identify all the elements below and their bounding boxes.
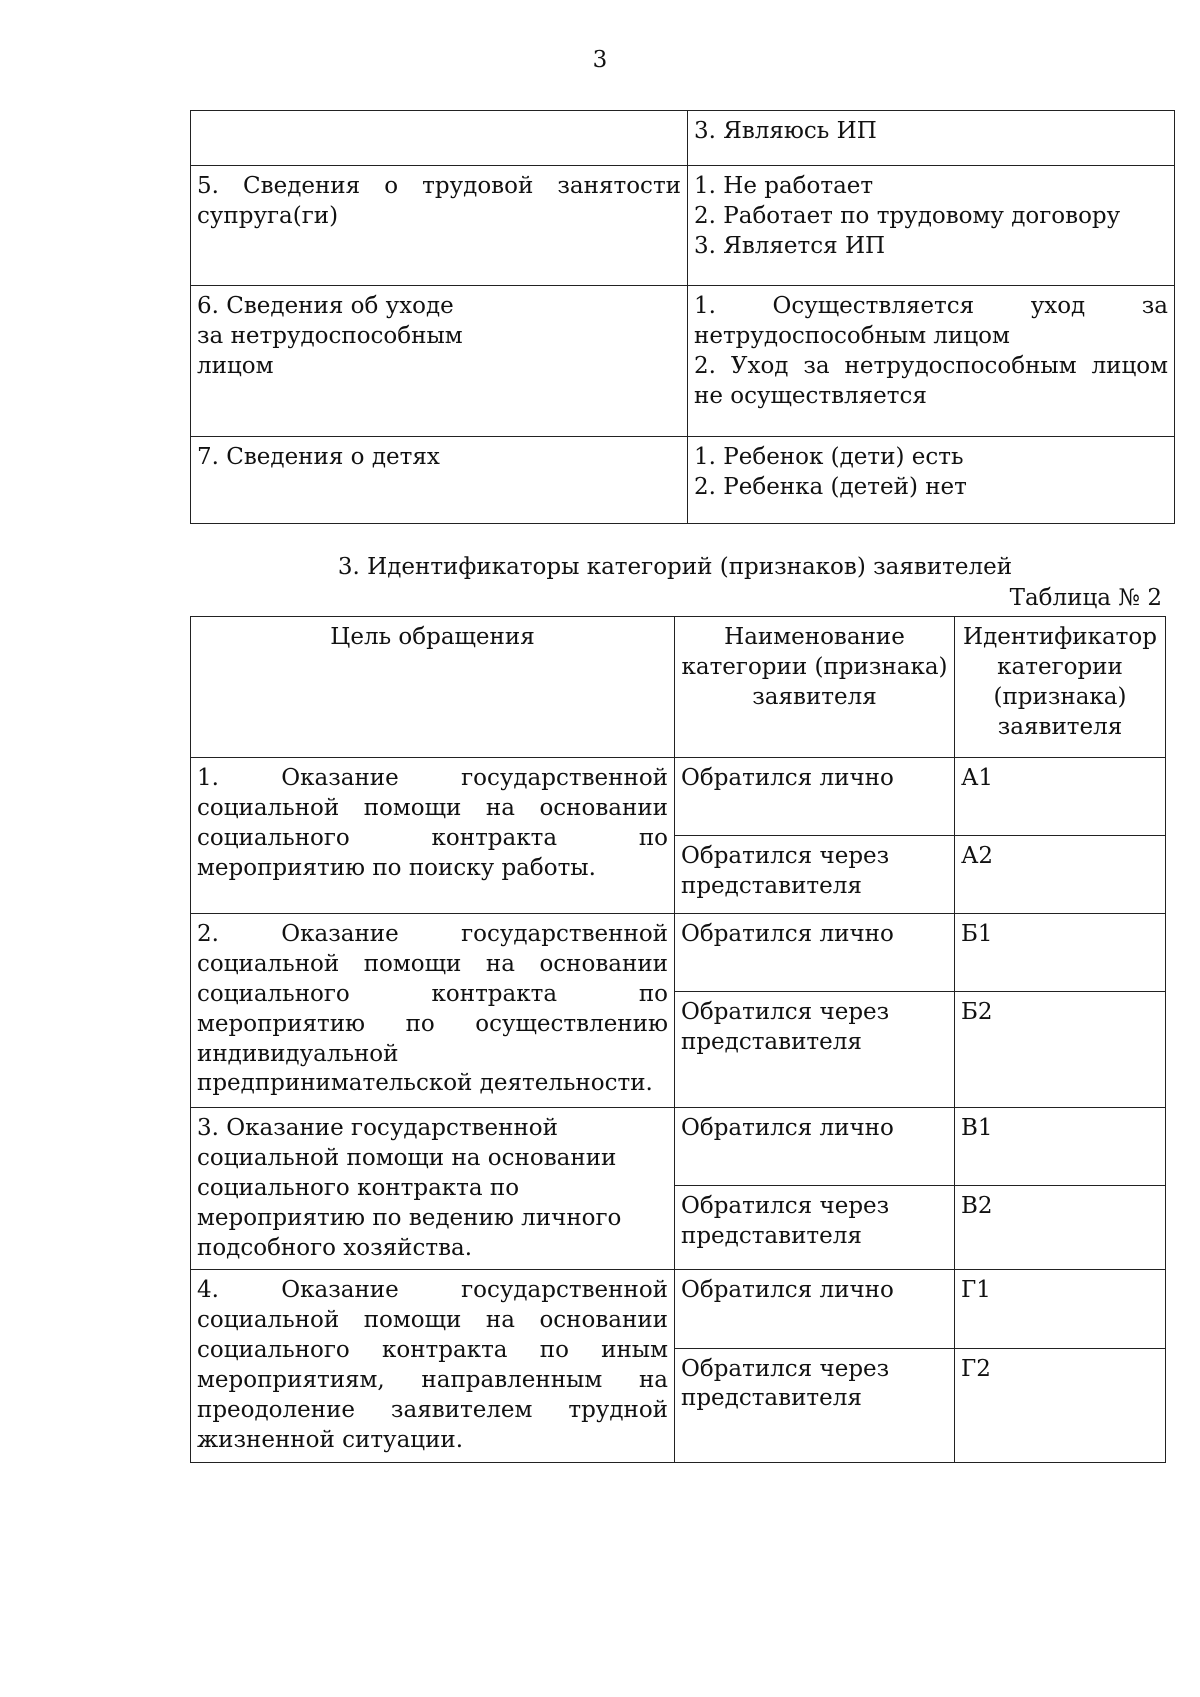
identifier-cell: В1 <box>955 1108 1166 1186</box>
header-identifier: Идентификатор категории (признака) заявителя <box>955 617 1166 758</box>
table-row <box>191 286 1175 437</box>
category-cell: Обратился лично <box>675 1270 955 1348</box>
table-row <box>191 111 1175 166</box>
goal-cell: 4. Оказание государственной социальной помощи на основании социального контракта по иным мероприятиям, направленным на преодоление заявителем трудной жизненной ситуации. <box>191 1270 675 1462</box>
category-cell: Обратился через представителя <box>675 1186 955 1270</box>
category-cell: Обратился через представителя <box>675 1348 955 1462</box>
option-line: 1. Осуществляется уход за нетрудоспособным лицом <box>694 293 1168 349</box>
identifier-cell: А1 <box>955 758 1166 836</box>
category-cell: Обратился лично <box>675 914 955 992</box>
category-cell: Обратился через представителя <box>675 836 955 914</box>
option-line: 3. Является ИП <box>694 232 886 259</box>
category-identifiers-table <box>190 616 1166 1463</box>
page-number: 3 <box>592 47 608 73</box>
option-line: 1. Ребенок (дети) есть <box>694 444 964 470</box>
table-row <box>191 914 1166 992</box>
section-title: 3. Идентификаторы категорий (признаков) заявителей <box>337 554 1013 580</box>
table-cell-options <box>688 286 1175 437</box>
identifier-cell: Б1 <box>955 914 1166 992</box>
identifier-cell: А2 <box>955 836 1166 914</box>
goal-cell: 3. Оказание государственной социальной помощи на основании социального контракта по мероприятию по ведению личного подсобного хозяйства. <box>191 1108 675 1270</box>
identifier-cell: Б2 <box>955 992 1166 1108</box>
header-goal: Цель обращения <box>191 617 675 758</box>
table-caption: Таблица № 2 <box>1009 585 1162 611</box>
table-row <box>191 166 1175 286</box>
category-cell: Обратился лично <box>675 1108 955 1186</box>
header-category: Наименование категории (признака) заявителя <box>675 617 955 758</box>
goal-cell: 2. Оказание государственной социальной помощи на основании социального контракта по мероприятию по осуществлению индивидуальной предпринимательской деятельности. <box>191 914 675 1108</box>
table-cell-label: 7. Сведения о детях <box>191 437 688 524</box>
applicant-info-table <box>190 110 1175 524</box>
table-cell-options <box>688 111 1175 166</box>
category-cell: Обратился через представителя <box>675 992 955 1108</box>
table-cell-label: 5. Сведения о трудовой занятости супруга(ги) <box>191 166 688 286</box>
table-row <box>191 1270 1166 1348</box>
option-line: 3. Являюсь ИП <box>694 118 877 144</box>
table-cell-label <box>191 111 688 166</box>
category-cell: Обратился лично <box>675 758 955 836</box>
table-cell-options <box>688 166 1175 286</box>
option-line: 2. Ребенка (детей) нет <box>694 473 967 500</box>
option-line: 2. Работает по трудовому договору <box>694 202 1121 229</box>
table-row <box>191 437 1175 524</box>
identifier-cell: В2 <box>955 1186 1166 1270</box>
label-text: 6. Сведения об уходе за нетрудоспособным лицом <box>197 293 463 379</box>
table-cell-options <box>688 437 1175 524</box>
table-row <box>191 1108 1166 1186</box>
table-row <box>191 758 1166 836</box>
table-cell-label <box>191 286 688 437</box>
option-line: 1. Не работает <box>694 173 874 199</box>
identifier-cell: Г1 <box>955 1270 1166 1348</box>
option-line: 2. Уход за нетрудоспособным лицом не осуществляется <box>694 352 1168 409</box>
goal-cell: 1. Оказание государственной социальной помощи на основании социального контракта по мероприятию по поиску работы. <box>191 758 675 914</box>
table-header-row <box>191 617 1166 758</box>
identifier-cell: Г2 <box>955 1348 1166 1462</box>
